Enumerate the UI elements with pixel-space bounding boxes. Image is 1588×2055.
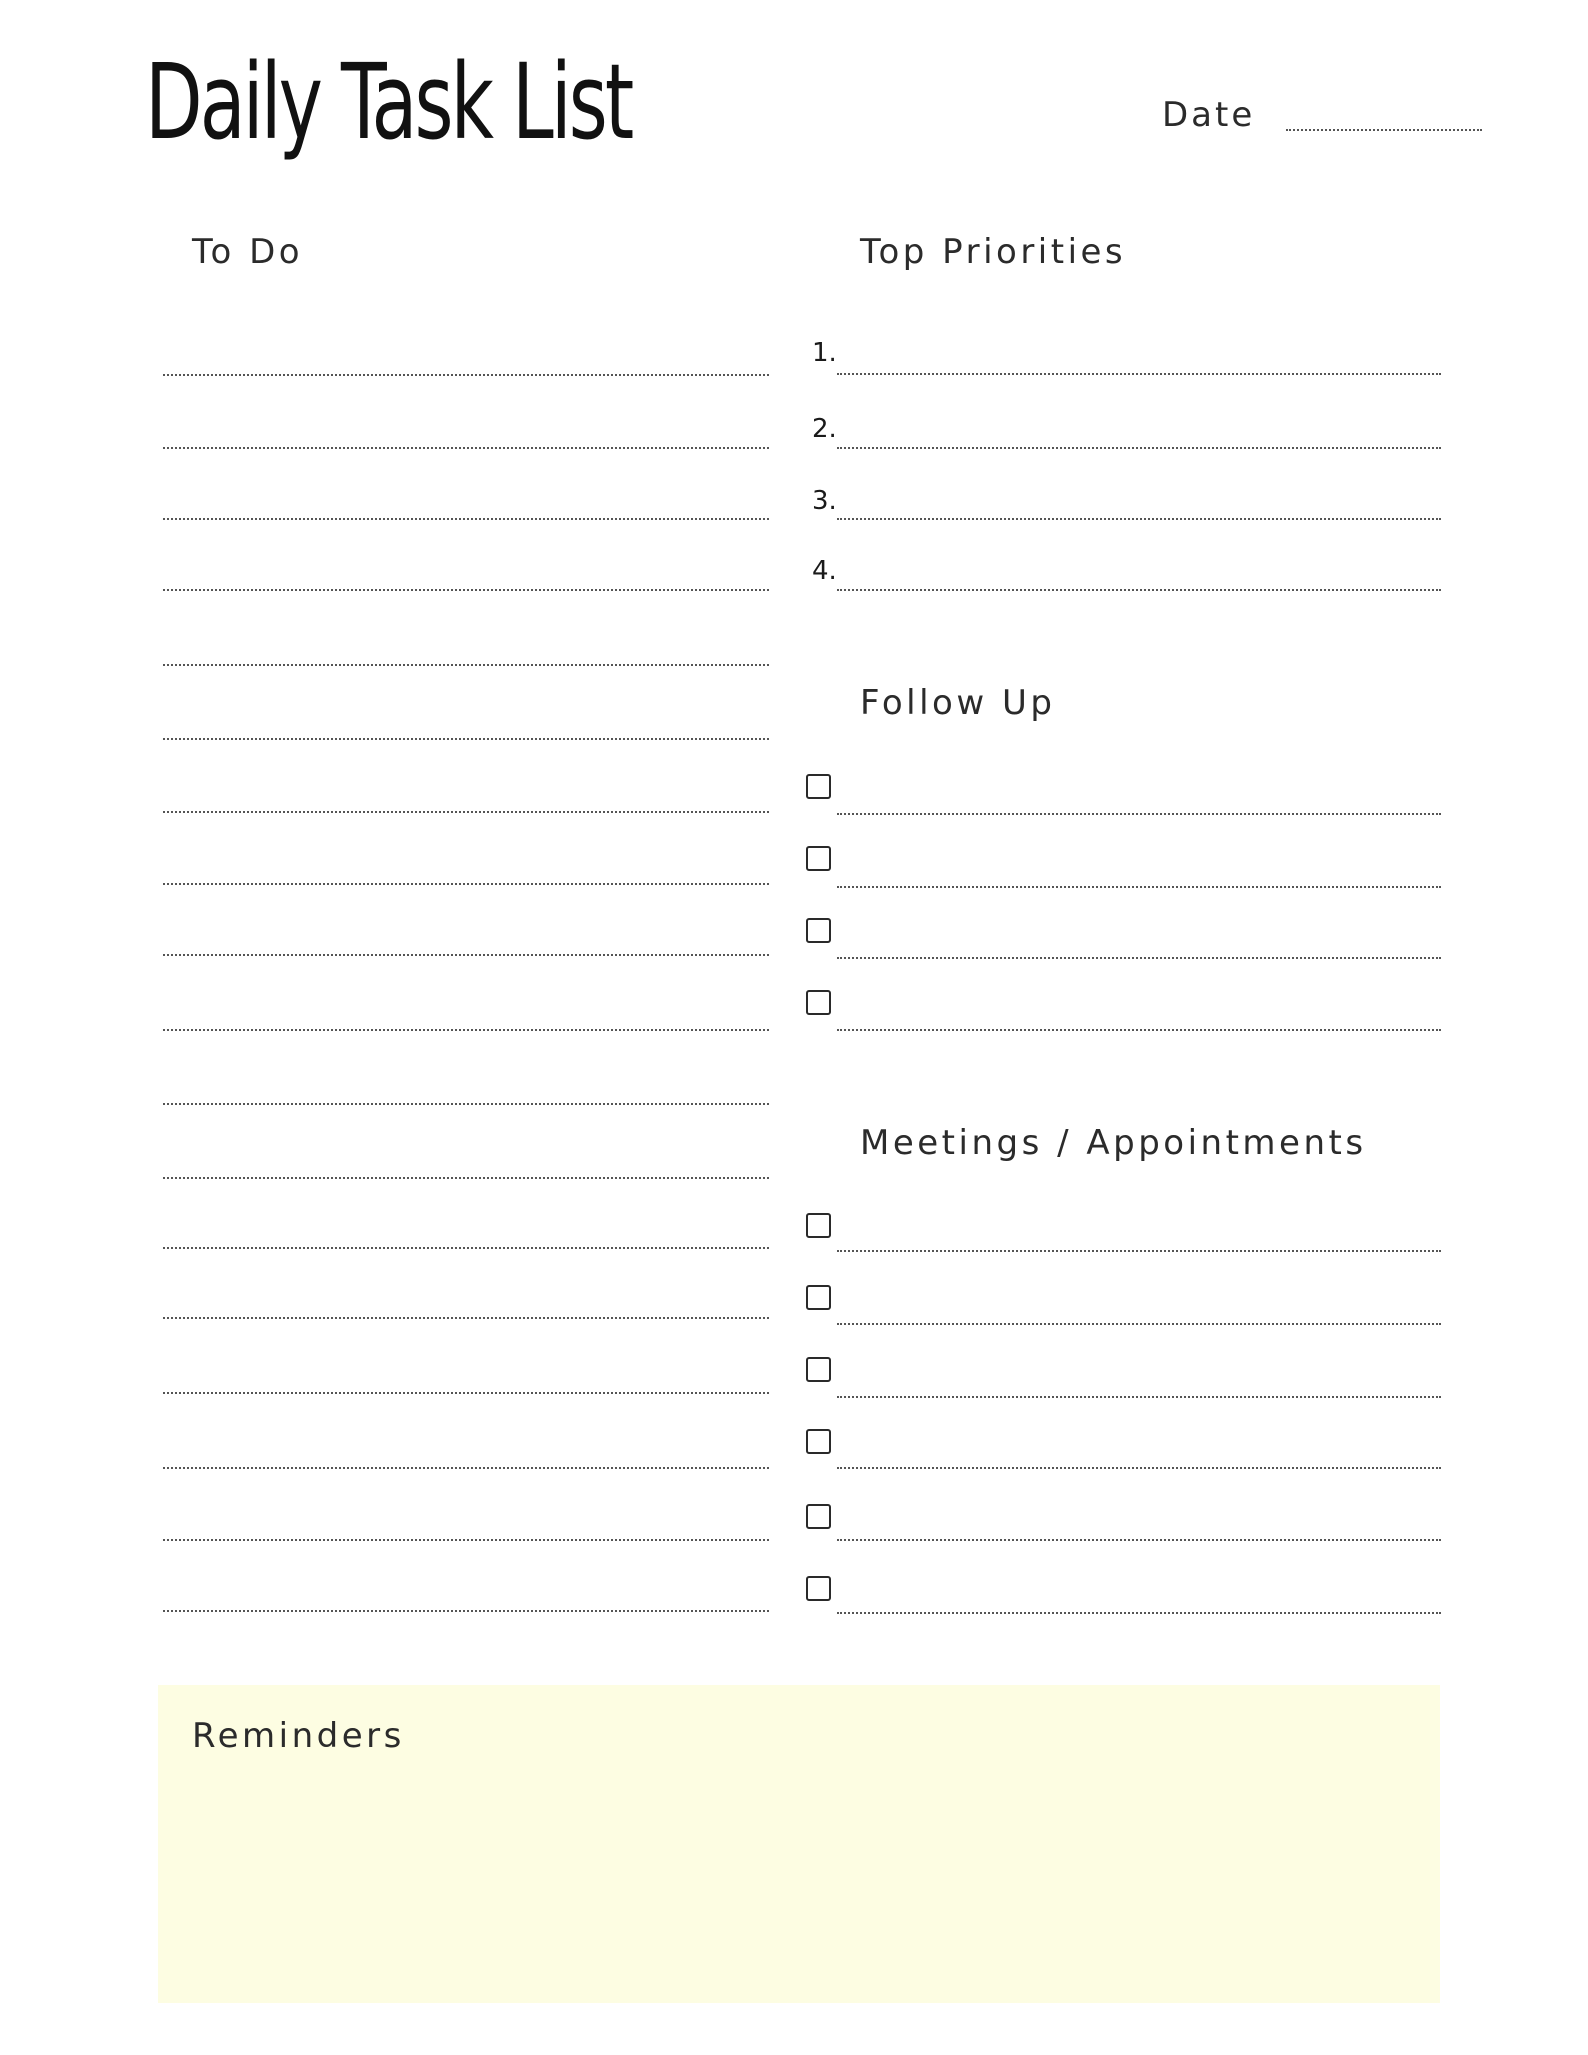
priority-number: 2. bbox=[812, 414, 837, 444]
follow-up-checkbox[interactable] bbox=[806, 990, 831, 1015]
todo-line[interactable] bbox=[163, 883, 769, 885]
meeting-line[interactable] bbox=[837, 1539, 1441, 1541]
page-title: Daily Task List bbox=[145, 41, 632, 163]
top-priorities-heading: Top Priorities bbox=[860, 232, 1127, 272]
follow-up-line[interactable] bbox=[837, 813, 1441, 815]
follow-up-line[interactable] bbox=[837, 957, 1441, 959]
meeting-checkbox[interactable] bbox=[806, 1213, 831, 1238]
follow-up-line[interactable] bbox=[837, 886, 1441, 888]
priority-line[interactable] bbox=[837, 447, 1441, 449]
meeting-line[interactable] bbox=[837, 1612, 1441, 1614]
reminders-heading: Reminders bbox=[192, 1716, 405, 1756]
todo-line[interactable] bbox=[163, 1103, 769, 1105]
todo-line[interactable] bbox=[163, 1317, 769, 1319]
meeting-checkbox[interactable] bbox=[806, 1429, 831, 1454]
todo-line[interactable] bbox=[163, 1029, 769, 1031]
meeting-checkbox[interactable] bbox=[806, 1357, 831, 1382]
todo-line[interactable] bbox=[163, 518, 769, 520]
todo-line[interactable] bbox=[163, 811, 769, 813]
todo-line[interactable] bbox=[163, 1539, 769, 1541]
follow-up-checkbox[interactable] bbox=[806, 918, 831, 943]
meeting-checkbox[interactable] bbox=[806, 1576, 831, 1601]
todo-line[interactable] bbox=[163, 1467, 769, 1469]
priority-line[interactable] bbox=[837, 373, 1441, 375]
meeting-line[interactable] bbox=[837, 1323, 1441, 1325]
meeting-line[interactable] bbox=[837, 1467, 1441, 1469]
priority-line[interactable] bbox=[837, 589, 1441, 591]
todo-line[interactable] bbox=[163, 1247, 769, 1249]
todo-line[interactable] bbox=[163, 447, 769, 449]
todo-line[interactable] bbox=[163, 374, 769, 376]
priority-number: 3. bbox=[812, 486, 837, 516]
meeting-line[interactable] bbox=[837, 1250, 1441, 1252]
todo-line[interactable] bbox=[163, 664, 769, 666]
follow-up-checkbox[interactable] bbox=[806, 774, 831, 799]
priority-number: 1. bbox=[812, 338, 837, 368]
follow-up-checkbox[interactable] bbox=[806, 846, 831, 871]
meeting-checkbox[interactable] bbox=[806, 1285, 831, 1310]
todo-line[interactable] bbox=[163, 1392, 769, 1394]
todo-line[interactable] bbox=[163, 738, 769, 740]
date-label: Date bbox=[1162, 95, 1256, 135]
date-field-line[interactable] bbox=[1286, 129, 1482, 131]
todo-line[interactable] bbox=[163, 1177, 769, 1179]
todo-line[interactable] bbox=[163, 1610, 769, 1612]
meeting-checkbox[interactable] bbox=[806, 1504, 831, 1529]
priority-number: 4. bbox=[812, 556, 837, 586]
follow-up-heading: Follow Up bbox=[860, 683, 1056, 723]
priority-line[interactable] bbox=[837, 518, 1441, 520]
meeting-line[interactable] bbox=[837, 1396, 1441, 1398]
todo-line[interactable] bbox=[163, 954, 769, 956]
meetings-heading: Meetings / Appointments bbox=[860, 1123, 1367, 1163]
todo-line[interactable] bbox=[163, 589, 769, 591]
todo-heading: To Do bbox=[192, 232, 304, 272]
follow-up-line[interactable] bbox=[837, 1029, 1441, 1031]
